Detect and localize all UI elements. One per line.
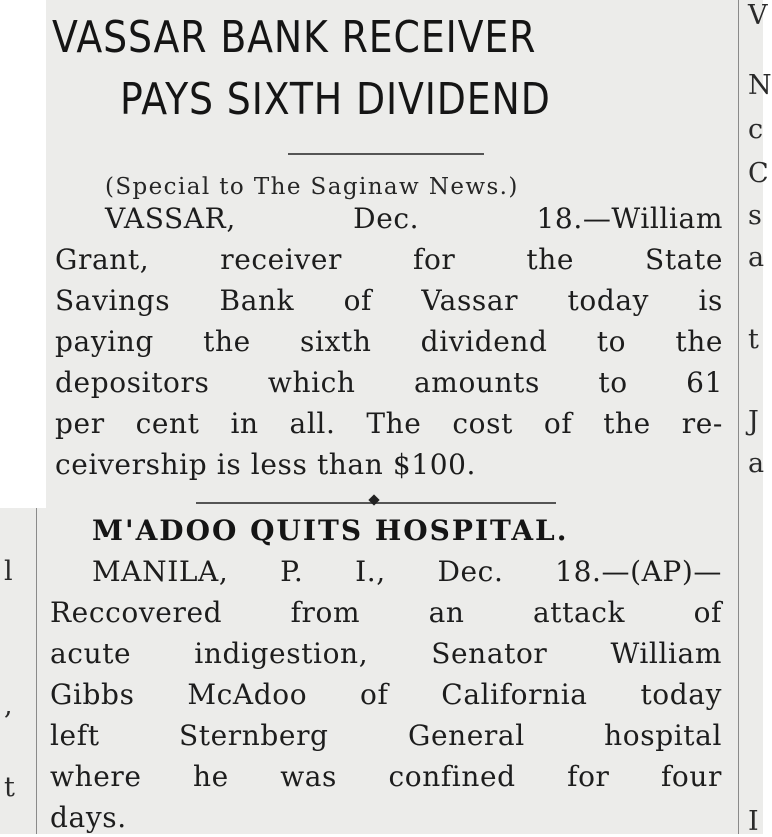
article2-line: left Sternberg General hospital [50,719,722,752]
article1-line: VASSAR, Dec. 18.—William [105,202,723,235]
left-column-rule [36,508,37,834]
left-fragment: t [4,772,15,803]
article2-line: acute indigestion, Senator William [50,637,722,670]
article1-line: per cent in all. The cost of the re- [55,407,723,440]
left-fragment: , [4,690,13,721]
article1-line: Grant, receiver for the State [55,243,723,276]
left-fragment: l [4,556,13,587]
right-fragment: s [748,200,762,231]
right-fragment: V [748,0,768,31]
article-credit: (Special to The Saginaw News.) [105,174,519,200]
right-fragment: t [748,324,759,355]
headline-line-2: PAYS SIXTH DIVIDEND [120,74,551,125]
article2-line: days. [50,801,127,834]
right-fragment: I [748,806,759,837]
article1-line: ceivership is less than $100. [55,448,477,481]
article1-line: Savings Bank of Vassar today is [55,284,723,317]
article2-line: Reccovered from an attack of [50,596,722,629]
article2-headline: M'ADOO QUITS HOSPITAL. [92,514,569,547]
article2-line: Gibbs McAdoo of California today [50,678,722,711]
right-fragment: C [748,158,769,189]
right-column-rule [738,0,739,834]
article2-line: where he was confined for four [50,760,722,793]
right-fragment: J [748,406,759,437]
headline-rule [288,153,484,155]
right-fragment: a [748,242,765,273]
article1-line: depositors which amounts to 61 [55,366,723,399]
right-fragment: c [748,114,764,145]
headline-line-1: VASSAR BANK RECEIVER [52,12,537,63]
article1-line: paying the sixth dividend to the [55,325,723,358]
right-fragment: N [748,70,772,101]
margin-blank [0,0,46,508]
right-fragment: a [748,448,765,479]
article2-line: MANILA, P. I., Dec. 18.—(AP)— [92,555,722,588]
